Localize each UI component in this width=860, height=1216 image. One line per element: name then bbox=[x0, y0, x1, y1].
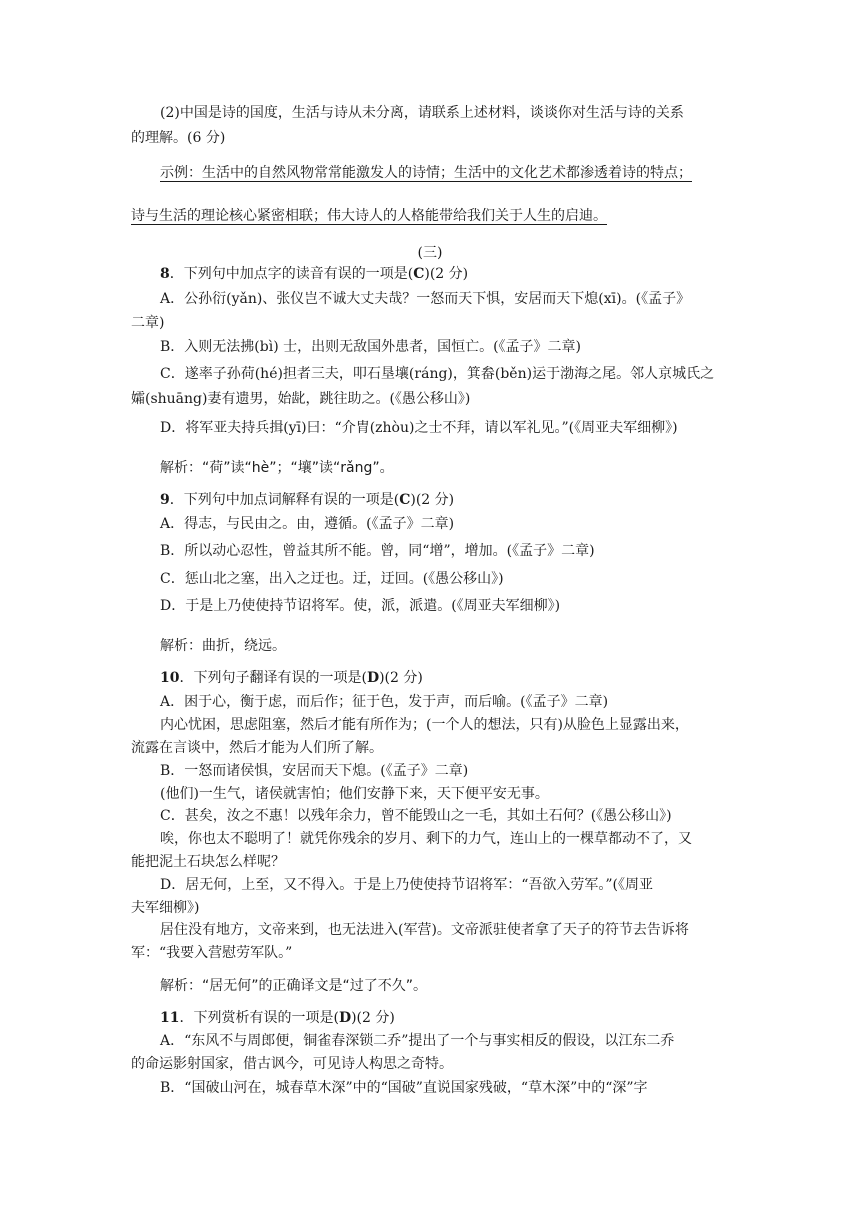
q10-option-d-translation-line2: 军：“我要入营慰劳军队。” bbox=[131, 945, 293, 961]
q10-option-d-translation-line1: 居住没有地方，文帝来到，也无法进入(军营)。文帝派驻使者拿了天子的符节去告诉将 bbox=[160, 922, 689, 938]
q9-stem bbox=[160, 490, 454, 510]
q8-option-d: D．将军亚夫持兵揖(yī)曰：“介胄(zhòu)之士不拜，请以军礼见。”(《周亚夫军细柳》) bbox=[160, 420, 678, 436]
q8-number: 8 bbox=[160, 266, 170, 282]
q10-option-b-translation: (他们)一生气，诸侯就害怕；他们安静下来，天下便平安无事。 bbox=[160, 786, 549, 802]
q10-option-d-line1: D．居无何，上至，又不得入。于是上乃使使持节诏将军：“吾欲入劳军。”(《周亚 bbox=[160, 877, 653, 893]
q11-stem-text: ．下列赏析有误的一项是( bbox=[179, 1010, 339, 1026]
q9-answer: C bbox=[399, 492, 411, 508]
q8-option-c-line1: C．遂率子孙荷(hé)担者三夫，叩石垦壤(ráng)，箕畚(běn)运于渤海之尾。邻人京城氏之 bbox=[160, 366, 715, 382]
q10-option-a: A．困于心，衡于虑，而后作；征于色，发于声，而后喻。(《孟子》二章) bbox=[160, 694, 609, 710]
q9-analysis: 解析：曲折，绕远。 bbox=[160, 638, 286, 654]
q11-option-a-line1: A．“东风不与周郎便，铜雀春深锁二乔”提出了一个与事实相反的假设，以江东二乔 bbox=[160, 1033, 675, 1049]
q8-option-c-line2: 孀(shuāng)妻有遗男，始龀，跳往助之。(《愚公移山》) bbox=[131, 391, 471, 407]
q9-option-b: B．所以动心忍性，曾益其所不能。曾，同“增”，增加。(《孟子》二章) bbox=[160, 543, 595, 559]
q11-option-b: B．“国破山河在，城春草木深”中的“国破”直说国家残破，“草木深”中的“深”字 bbox=[160, 1080, 648, 1096]
q10-answer: D bbox=[366, 670, 380, 686]
q11-number: 11 bbox=[160, 1010, 180, 1026]
q8-stem-text: ．下列句中加点字的读音有误的一项是( bbox=[169, 266, 414, 282]
q8-answer: C bbox=[413, 266, 425, 282]
q10-number: 10 bbox=[160, 670, 180, 686]
q2-answer-line1: 示例：生活中的自然风物常常能激发人的诗情；生活中的文化艺术都渗透着诗的特点； bbox=[160, 165, 692, 181]
q11-score: )(2 分) bbox=[351, 1010, 395, 1026]
q9-option-d: D．于是上乃使使持节诏将军。使，派，派遣。(《周亚夫军细柳》) bbox=[160, 598, 561, 614]
q10-option-d-line2: 夫军细柳》) bbox=[131, 900, 200, 916]
q10-option-c: C．甚矣，汝之不惠！以残年余力，曾不能毁山之一毛，其如土石何？(《愚公移山》) bbox=[160, 808, 672, 824]
q10-analysis: 解析：“居无何”的正确译文是“过了不久”。 bbox=[160, 978, 428, 994]
q10-option-c-translation-line1: 唉，你也太不聪明了！就凭你残余的岁月、剩下的力气，连山上的一棵草都动不了，又 bbox=[160, 831, 692, 847]
q9-option-a: A．得志，与民由之。由，遵循。(《孟子》二章) bbox=[160, 516, 455, 532]
q8-stem bbox=[160, 264, 468, 284]
q10-stem bbox=[160, 668, 423, 688]
q2-stem-line2: 的理解。(6 分) bbox=[131, 130, 226, 146]
q8-score: )(2 分) bbox=[424, 266, 469, 282]
q10-option-c-translation-line2: 能把泥土石块怎么样呢？ bbox=[131, 854, 285, 870]
q2-answer-line2: 诗与生活的理论核心紧密相联；伟大诗人的人格能带给我们关于人生的启迪。 bbox=[131, 208, 607, 224]
q8-option-a-line2: 二章) bbox=[131, 315, 165, 331]
q8-analysis: 解析：“荷”读“hè”；“壤”读“rǎng”。 bbox=[160, 460, 394, 476]
q9-number: 9 bbox=[160, 492, 170, 508]
q10-option-a-translation-line2: 流露在言谈中，然后才能为人们所了解。 bbox=[131, 740, 383, 756]
q9-option-c: C．惩山北之塞，出入之迂也。迂，迂回。(《愚公移山》) bbox=[160, 571, 504, 587]
q2-stem-line1: (2)中国是诗的国度，生活与诗从未分离，请联系上述材料，谈谈你对生活与诗的关系 bbox=[160, 105, 684, 121]
q8-option-a-line1: A．公孙衍(yǎn)、张仪岂不诚大丈夫哉？一怒而天下惧，安居而天下熄(xī)。(《孟子》 bbox=[160, 291, 691, 307]
q11-option-a-line2: 的命运影射国家，借古讽今，可见诗人构思之奇特。 bbox=[131, 1056, 453, 1072]
q11-answer: D bbox=[338, 1010, 352, 1026]
q10-stem-text: ．下列句子翻译有误的一项是( bbox=[179, 670, 367, 686]
q8-option-b: B．入则无法拂(bì) 士，出则无敌国外患者，国恒亡。(《孟子》二章) bbox=[160, 339, 582, 355]
section-title: (三) bbox=[417, 245, 443, 261]
q9-stem-text: ．下列句中加点词解释有误的一项是( bbox=[169, 492, 400, 508]
q9-score: )(2 分) bbox=[410, 492, 455, 508]
q10-score: )(2 分) bbox=[379, 670, 423, 686]
q10-option-b: B．一怒而诸侯惧，安居而天下熄。(《孟子》二章) bbox=[160, 763, 469, 779]
q10-option-a-translation-line1: 内心忧困，思虑阻塞，然后才能有所作为；(一个人的想法，只有)从脸色上显露出来， bbox=[160, 717, 689, 733]
q11-stem bbox=[160, 1008, 395, 1028]
